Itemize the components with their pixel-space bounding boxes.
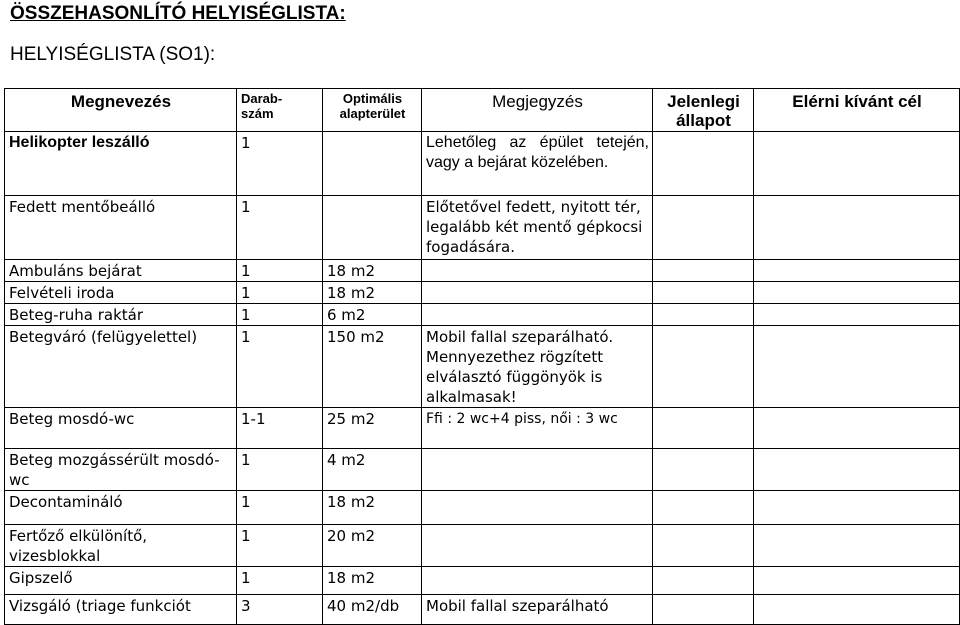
cell-note: Lehetőleg az épület tetején, vagy a bejárat közelében.	[422, 132, 653, 196]
cell-count: 1	[237, 525, 323, 567]
header-current	[653, 89, 754, 132]
cell-current	[653, 326, 754, 408]
cell-note	[422, 525, 653, 567]
cell-target	[754, 567, 960, 595]
cell-name: Ambuláns bejárat	[5, 260, 237, 282]
cell-note	[422, 449, 653, 491]
cell-area: 20 m2	[323, 525, 422, 567]
cell-count: 1	[237, 196, 323, 260]
cell-area: 25 m2	[323, 408, 422, 449]
table-row	[5, 567, 960, 595]
header-area	[323, 89, 422, 132]
cell-note	[422, 491, 653, 525]
cell-name: Beteg mozgássérült mosdó-wc	[5, 449, 237, 491]
cell-target	[754, 491, 960, 525]
table-row	[5, 196, 960, 260]
cell-count: 1	[237, 260, 323, 282]
cell-note	[422, 282, 653, 304]
cell-count: 1	[237, 567, 323, 595]
table-row	[5, 326, 960, 408]
cell-current	[653, 196, 754, 260]
cell-count: 3	[237, 595, 323, 625]
cell-current	[653, 304, 754, 326]
cell-target	[754, 326, 960, 408]
cell-area: 150 m2	[323, 326, 422, 408]
table-row	[5, 408, 960, 449]
cell-name: Fertőző elkülönítő, vizesblokkal	[5, 525, 237, 567]
table-row	[5, 491, 960, 525]
cell-note	[422, 567, 653, 595]
cell-note: Előtetővel fedett, nyitott tér, legalább két mentő gépkocsi fogadására.	[422, 196, 653, 260]
table-header-row	[5, 89, 960, 132]
table-row	[5, 132, 960, 196]
table-row	[5, 282, 960, 304]
cell-target	[754, 282, 960, 304]
room-list-table	[4, 88, 960, 625]
cell-name: Beteg mosdó-wc	[5, 408, 237, 449]
header-target: Elérni kívánt cél	[754, 89, 960, 132]
cell-area: 4 m2	[323, 449, 422, 491]
cell-note	[422, 304, 653, 326]
cell-current	[653, 260, 754, 282]
header-note: Megjegyzés	[422, 89, 653, 132]
header-count	[237, 89, 323, 132]
cell-current	[653, 525, 754, 567]
cell-area: 18 m2	[323, 491, 422, 525]
page-title: ÖSSZEHASONLÍTÓ HELYISÉGLISTA:	[10, 3, 346, 24]
cell-current	[653, 408, 754, 449]
table-row	[5, 260, 960, 282]
cell-name: Gipszelő	[5, 567, 237, 595]
cell-target	[754, 525, 960, 567]
cell-name: Decontamináló	[5, 491, 237, 525]
cell-count: 1	[237, 491, 323, 525]
cell-name: Fedett mentőbeálló	[5, 196, 237, 260]
cell-note: Mobil fallal szeparálható	[422, 595, 653, 625]
cell-area: 40 m2/db	[323, 595, 422, 625]
cell-area: 18 m2	[323, 282, 422, 304]
cell-count: 1-1	[237, 408, 323, 449]
table-row	[5, 525, 960, 567]
header-current-text: Jelenlegi állapot	[667, 92, 740, 130]
cell-count: 1	[237, 449, 323, 491]
cell-target	[754, 132, 960, 196]
cell-target	[754, 304, 960, 326]
table-row	[5, 449, 960, 491]
cell-current	[653, 449, 754, 491]
page-subtitle: HELYISÉGLISTA (SO1):	[10, 44, 216, 65]
cell-count: 1	[237, 282, 323, 304]
cell-area: 6 m2	[323, 304, 422, 326]
cell-current	[653, 491, 754, 525]
cell-current	[653, 282, 754, 304]
cell-name: Beteg-ruha raktár	[5, 304, 237, 326]
header-area-text: Optimális alapterület	[339, 91, 406, 121]
cell-area	[323, 196, 422, 260]
cell-area	[323, 132, 422, 196]
cell-count: 1	[237, 304, 323, 326]
cell-target	[754, 196, 960, 260]
cell-target	[754, 408, 960, 449]
cell-target	[754, 449, 960, 491]
header-name: Megnevezés	[5, 89, 237, 132]
cell-current	[653, 132, 754, 196]
cell-count: 1	[237, 132, 323, 196]
cell-area: 18 m2	[323, 260, 422, 282]
cell-name: Betegváró (felügyelettel)	[5, 326, 237, 408]
cell-note: Mobil fallal szeparálható. Mennyezethez rögzített elválasztó függönyök is alkalmasak!	[422, 326, 653, 408]
cell-area: 18 m2	[323, 567, 422, 595]
cell-name: Vizsgáló (triage funkciót	[5, 595, 237, 625]
header-count-text: Darab- szám	[241, 91, 283, 121]
cell-note	[422, 260, 653, 282]
table-row	[5, 304, 960, 326]
cell-name: Helikopter leszálló	[5, 132, 237, 196]
cell-name: Felvételi iroda	[5, 282, 237, 304]
cell-count: 1	[237, 326, 323, 408]
cell-current	[653, 567, 754, 595]
cell-note: Ffi : 2 wc+4 piss, női : 3 wc	[422, 408, 653, 449]
cell-target	[754, 260, 960, 282]
